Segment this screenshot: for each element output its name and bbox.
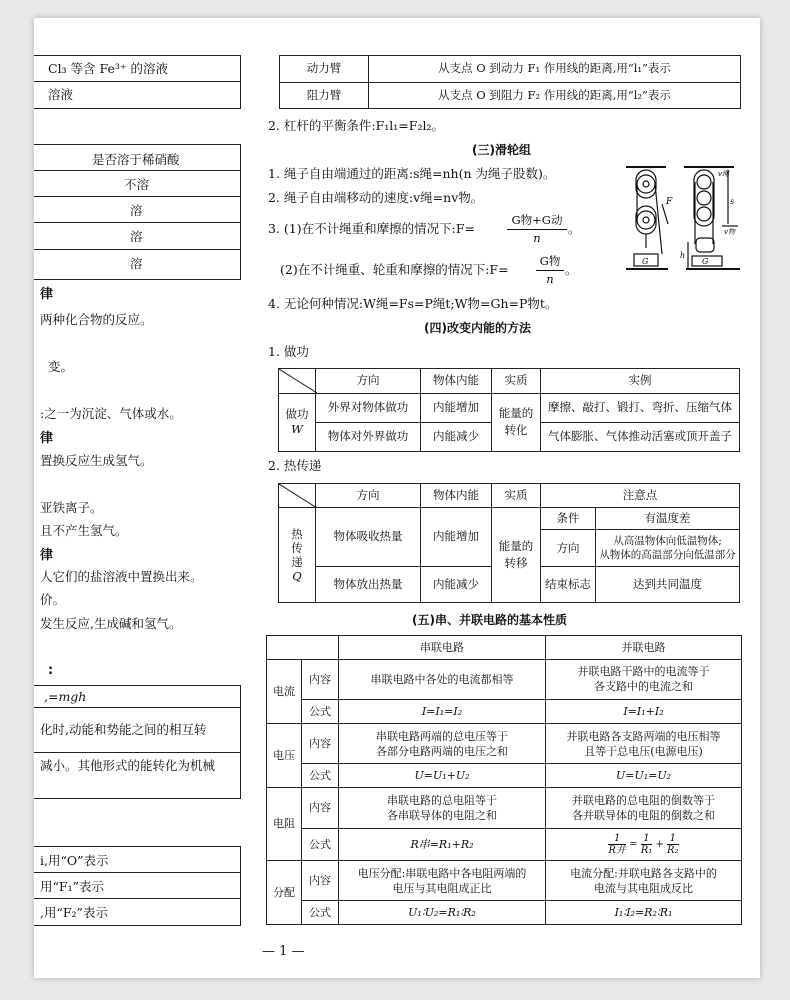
left-text: Cl₃ 等含 Fe³⁺ 的溶液	[48, 61, 168, 76]
divider	[34, 707, 240, 708]
table-cell: 条件	[541, 508, 596, 530]
cell-line: 串联电路两端的总电压等于	[376, 729, 508, 743]
left-text: 价。	[40, 592, 66, 607]
table-header: 方向	[316, 369, 421, 394]
cell-line: 串联电路的总电阻等于	[387, 793, 497, 807]
diagonal-cell	[279, 484, 316, 508]
row-label	[279, 508, 316, 603]
frac-den: R₂	[667, 844, 679, 856]
table-header: 注意点	[541, 484, 740, 508]
table-cell	[339, 723, 546, 764]
table-cell: 结束标志	[541, 566, 596, 602]
cell-line: 并联电路的总电阻的倒数等于	[572, 793, 715, 807]
left-heading: 律	[40, 431, 54, 446]
left-text: ,=mgh	[44, 689, 87, 704]
divider	[34, 898, 240, 899]
left-text: 用“F₁”表示	[40, 879, 104, 894]
table-cell: 能量的转化	[492, 393, 541, 451]
cell-line: 各并联导体的电阻的倒数之和	[572, 808, 715, 822]
frac-num: 1	[614, 832, 621, 844]
group-label: 电流	[267, 659, 302, 723]
pulley-line: (2)在不计绳重、轮重和摩擦的情况下:F=	[280, 262, 509, 277]
table-cell: 从支点 O 到动力 F₁ 作用线的距离,用“l₁”表示	[369, 56, 741, 83]
table-cell: 从支点 O 到阻力 F₂ 作用线的距离,用“l₂”表示	[369, 82, 741, 109]
table-cell: 溶	[130, 229, 143, 244]
divider	[34, 81, 240, 82]
sub-heading: 2. 热传递	[268, 458, 322, 473]
table-cell: 达到共同温度	[596, 566, 740, 602]
cell-line: 电压分配:串联电路中各电阻两端的	[357, 866, 527, 880]
fig-label: h	[680, 251, 686, 260]
document-page	[34, 18, 760, 978]
left-text: :之一为沉淀、气体或水。	[40, 406, 182, 421]
table-header: 实质	[492, 484, 541, 508]
left-text: i,用“O”表示	[40, 853, 109, 868]
cell-line: 各串联导体的电阻之和	[387, 808, 497, 822]
table-cell: 内能增加	[421, 393, 492, 422]
left-text: 两种化合物的反应。	[40, 312, 153, 327]
divider	[34, 170, 240, 171]
frac-den: R并	[608, 844, 626, 856]
diagonal-cell	[279, 369, 316, 394]
fig-label: G	[702, 257, 709, 266]
frac-num: 1	[643, 832, 650, 844]
cell-line: 各部分电路两端的电压之和	[376, 744, 508, 758]
fraction-denominator: n	[533, 231, 541, 245]
table-cell: 阻力臂	[280, 82, 369, 109]
table-cell: 内能减少	[421, 566, 492, 602]
heat-table	[278, 483, 740, 603]
sub-label: 内容	[302, 860, 339, 901]
frac-num: 1	[669, 832, 676, 844]
cell-line: 电流分配:并联电路各支路中的	[570, 866, 717, 880]
formula: I=I₁=I₂	[339, 700, 546, 724]
sub-label: 公式	[302, 901, 339, 925]
fraction-numerator: G物+G动	[511, 213, 563, 227]
row-label-symbol: W	[291, 422, 303, 437]
pulley-line: 1. 绳子自由端通过的距离:s绳=nh(n 为绳子股数)。	[268, 166, 556, 181]
cell-line: 电压与其电阻成正比	[392, 881, 492, 895]
cell-line: 并联电路干路中的电流等于	[577, 665, 710, 679]
sub-label: 内容	[302, 787, 339, 828]
table-cell: 摩擦、敲打、锻打、弯折、压缩气体	[541, 393, 740, 422]
table-cell	[546, 860, 742, 901]
divider	[34, 872, 240, 873]
table-cell: 不溶	[124, 177, 150, 192]
cell-line: 且等于总电压(电源电压)	[584, 744, 703, 758]
fig-label: G	[642, 257, 649, 266]
table-corner	[267, 636, 339, 660]
fig-label: s	[730, 197, 735, 206]
table-header: 方向	[316, 484, 421, 508]
left-heading: 律	[40, 287, 54, 302]
table-cell	[339, 860, 546, 901]
circuit-table	[266, 635, 742, 925]
left-heading: :	[48, 663, 54, 678]
sub-label: 公式	[302, 700, 339, 724]
fig-label: F	[666, 197, 673, 207]
table-header: 是否溶于稀硝酸	[92, 152, 180, 167]
divider	[34, 249, 240, 250]
table-cell: 动力臂	[280, 56, 369, 83]
left-heading: 律	[40, 548, 54, 563]
row-label-symbol: Q	[292, 569, 302, 584]
left-text: 人它们的盐溶液中置换出来。	[40, 569, 203, 584]
pulley-line: 2. 绳子自由端移动的速度:v绳=nv物。	[268, 190, 484, 205]
pulley-line: 3. (1)在不计绳重和摩擦的情况下:F=	[268, 221, 475, 236]
table-header: 实质	[492, 369, 541, 394]
row-label-text: 热传递	[291, 527, 303, 570]
pulley-line: 4. 无论何种情况:W绳=Fs=P绳t;W物=Gh=P物t。	[268, 296, 558, 311]
sub-label: 公式	[302, 764, 339, 788]
left-text: 亚铁离子。	[40, 500, 103, 515]
table-cell: 内能增加	[421, 508, 492, 566]
table-header: 并联电路	[546, 636, 742, 660]
cell-line: 并联电路各支路两端的电压相等	[566, 729, 721, 743]
group-label: 电压	[267, 723, 302, 787]
formula-parallel-resistance: 1 R并 = $\frac{1}{\text{R₁}} + \frac{1}{\text{R₂}}$	[546, 828, 742, 860]
divider	[34, 196, 240, 197]
table-cell: 方向	[541, 530, 596, 566]
table-cell: 物体对外界做功	[316, 422, 421, 451]
divider	[34, 752, 240, 753]
work-table	[278, 368, 740, 452]
table-cell	[339, 659, 546, 700]
table-cell: 溶	[130, 203, 143, 218]
left-text: 减小。其他形式的能转化为机械	[40, 758, 216, 773]
section-title: (四)改变内能的方法	[424, 321, 531, 335]
table-cell: 外界对物体做功	[316, 393, 421, 422]
sub-label: 内容	[302, 659, 339, 700]
divider	[34, 222, 240, 223]
table-cell: 物体放出热量	[316, 566, 421, 602]
left-text: ,用“F₂”表示	[40, 905, 108, 920]
pulley-figure	[622, 164, 752, 288]
table-header: 物体内能	[421, 369, 492, 394]
left-text: 发生反应,生成碱和氢气。	[40, 616, 182, 631]
note-line: 从高温物体向低温物体;	[613, 535, 722, 548]
sub-label: 公式	[302, 828, 339, 860]
punct: 。	[565, 262, 578, 277]
table-cell: 物体吸收热量	[316, 508, 421, 566]
left-text: 溶液	[48, 87, 74, 102]
frac-den: R₁	[640, 844, 653, 856]
section-title: (五)串、并联电路的基本性质	[412, 613, 567, 627]
table-cell: 有温度差	[596, 508, 740, 530]
fig-label: v物	[724, 228, 735, 236]
left-text: 置换反应生成氢气。	[40, 453, 153, 468]
formula: I₁∶I₂=R₂∶R₁	[546, 901, 742, 925]
table-header: 串联电路	[339, 636, 546, 660]
lever-balance: 2. 杠杆的平衡条件:F₁l₁=F₂l₂。	[268, 118, 444, 133]
cell-line: 各支路中的电流之和	[594, 680, 693, 694]
row-label	[279, 393, 316, 451]
formula: U₁∶U₂=R₁∶R₂	[339, 901, 546, 925]
table-cell: 能量的转移	[492, 508, 541, 603]
formula: I=I₁+I₂	[546, 700, 742, 724]
fraction-numerator: G物	[539, 254, 561, 268]
table-cell	[546, 659, 742, 700]
fraction-denominator: n	[546, 272, 554, 286]
formula: R串=R₁+R₂	[339, 828, 546, 860]
table-header: 物体内能	[421, 484, 492, 508]
table-header: 实例	[541, 369, 740, 394]
sub-label: 内容	[302, 723, 339, 764]
cell-line: 电流与其电阻成反比	[594, 881, 693, 895]
fig-label: v绳	[718, 170, 729, 178]
table-cell	[546, 723, 742, 764]
sub-heading: 1. 做功	[268, 344, 309, 359]
left-text: 且不产生氢气。	[40, 523, 128, 538]
table-cell	[596, 530, 740, 566]
table-cell	[546, 787, 742, 828]
table-cell: 溶	[130, 256, 143, 271]
formula: U=U₁+U₂	[339, 764, 546, 788]
table-cell: 气体膨胀、气体推动活塞或顶开盖子	[541, 422, 740, 451]
row-label-text: 做功	[285, 407, 309, 422]
page-number: — 1 —	[262, 944, 305, 959]
group-label: 分配	[267, 860, 302, 924]
left-text: 化时,动能和势能之间的相互转	[40, 722, 207, 737]
note-line: 从物体的高温部分向低温部分	[599, 549, 736, 562]
cell-line: 串联电路中各处的电流都相等	[370, 672, 514, 686]
group-label: 电阻	[267, 787, 302, 860]
table-cell	[339, 787, 546, 828]
lever-arm-table	[279, 55, 741, 109]
formula: U=U₁=U₂	[546, 764, 742, 788]
table-cell: 内能减少	[421, 422, 492, 451]
left-text: 变。	[48, 359, 74, 374]
punct: 。	[568, 221, 581, 236]
section-title: (三)滑轮组	[472, 143, 531, 157]
